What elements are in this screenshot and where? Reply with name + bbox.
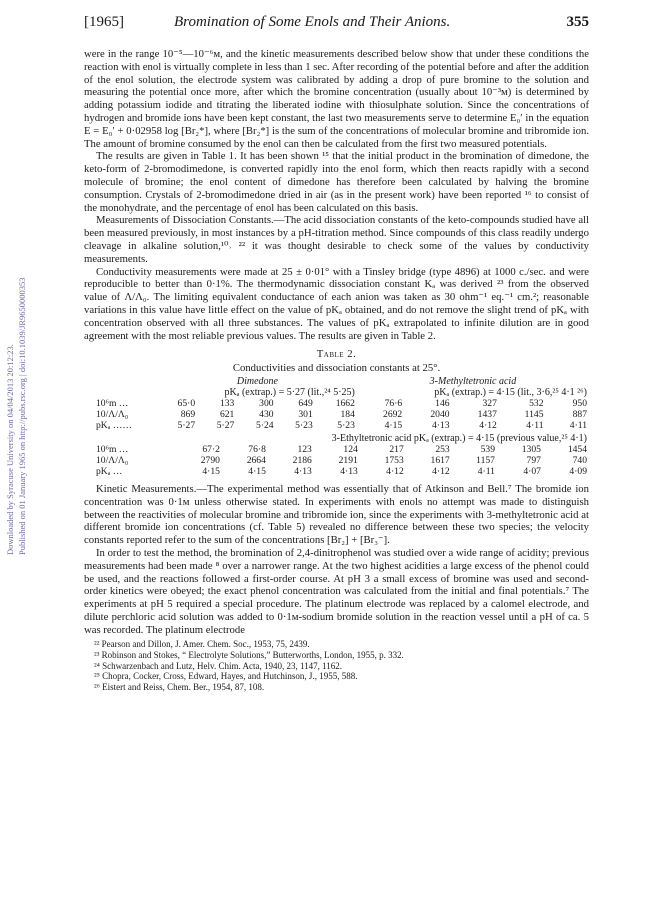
table-row	[84, 420, 589, 431]
table-row	[84, 398, 589, 409]
row-label: 10⁶m …	[96, 443, 129, 455]
table-cell: 133	[219, 397, 235, 409]
conductivity-table-lower	[84, 444, 589, 477]
table-cell: 532	[529, 397, 544, 409]
table-cell: 797	[526, 454, 541, 466]
table-cell: 184	[340, 408, 355, 420]
table-row	[84, 444, 589, 455]
table-row	[84, 455, 589, 466]
table-subtitle: Conductivities and dissociation constants at 25°.	[232, 362, 441, 375]
table-cell: 2790	[200, 454, 220, 466]
table-cell: 4·12	[479, 419, 497, 431]
table-cell: 300	[259, 397, 274, 409]
footnote: ²⁶ Eistert and Reiss, Chem. Ber., 1954, 87, 108.	[94, 681, 265, 692]
row-label: pKₐ ……	[96, 419, 132, 431]
table-header-row	[84, 387, 589, 398]
table-cell: 4·15	[202, 465, 220, 477]
table-cell: 4·11	[569, 419, 587, 431]
methyltetronic-heading: 3-Methyltetronic acid	[429, 375, 517, 387]
paragraph: Conductivity measurements were made at 25 ± 0·01° with a Tinsley bridge (type 4896) at 1000 c./sec. and were reproducible to better than 0·1%. The thermodynamic dissociation constant Kₐ was derived ²³ from the observed value of Λ/Λ₀. The limiting equivalent conductance of each anion was taken as 30 ohm⁻¹ eq.⁻¹ cm.²; reasonable variations in this value have little effect on the value of pKₐ obtained, and do not remove the slight trend of pKₐ with concentration observed with all three substances. The values of pKₐ extrapolated to infinite dilution are in good agreement with the most reliable previous values. The results are given in Table 2.	[84, 265, 589, 342]
footnote: ²⁴ Schwarzenbach and Lutz, Helv. Chim. Acta, 1940, 23, 1147, 1162.	[94, 660, 343, 671]
running-title: Bromination of Some Enols and Their Anions.	[174, 14, 451, 30]
year-label: [1965]	[84, 14, 124, 30]
row-label: 10/Λ/Λ₀	[96, 454, 129, 466]
table-cell: 327	[482, 397, 497, 409]
table-cell: 65·0	[177, 397, 196, 409]
ethyltetronic-pka: 3-Ethyltetronic acid pKₐ (extrap.) = 4·15 (previous value,²⁵ 4·1)	[331, 432, 587, 444]
table-cell: 1454	[567, 443, 587, 455]
table-cell: 5·23	[295, 419, 313, 431]
table-cell: 740	[572, 454, 587, 466]
table-cell: 1662	[335, 397, 355, 409]
paragraph: In order to test the method, the bromination of 2,4-dinitrophenol was studied over a wide range of acidity; previous measurements had been made ⁸ over a narrower range. At the two highest acidities a large excess of the phenol could be used, and the reactions followed a first-order course. At pH 3 a small excess of bromine was used and second-order kinetics were obeyed; the exact phenol concentration was calculated from the initial and final potentials.⁷ The experiments at pH 5 required a special procedure. The platinum electrode was replaced by a calomel electrode, and dilute perchloric acid solution was added to 0·1м-sodium bromide solution in the reaction vessel until a pH of ca. 5 was recorded. The platinum electrode	[84, 546, 589, 636]
row-label: 10⁶m …	[96, 397, 129, 409]
table-cell: 4·13	[431, 419, 450, 431]
table-cell: 217	[389, 443, 404, 455]
table-row	[84, 466, 589, 477]
table-cell: 4·11	[526, 419, 544, 431]
table-cell: 4·13	[294, 465, 312, 477]
table-cell: 4·12	[386, 465, 404, 477]
table-header-row	[84, 376, 589, 387]
table-cell: 4·13	[340, 465, 358, 477]
table-cell: 1145	[524, 408, 544, 420]
table-cell: 1753	[384, 454, 404, 466]
methyltetronic-pka: pKₐ (extrap.) = 4·15 (lit., 3·6,²⁵ 4·1 ²⁶)	[434, 386, 587, 398]
table-header-row	[84, 431, 589, 444]
paragraph: were in the range 10⁻⁵—10⁻⁶м, and the kinetic measurements described below show that under these conditions the reaction with enol is virtually complete in less than 1 sec. After recording of the potential before and after the addition of the enol solution, the electrode system was calibrated by adding a drop of pure bromine to the solution and measuring the potential once more, after which the bromine concentration (usually about 10⁻³м) is determined by adding potassium iodide and titrating the liberated iodine with thiosulphate solution. Since the concentrations of hydrogen and bromide ions have been kept constant, the last two measurements serve to determine E₀′ in the equation E = E₀′ + 0·02958 log [Br₂*], where [Br₂*] is the sum of the concentrations of molecular bromine and tribromide ion. The amount of bromine consumed by the enol can then be calculated from the first two measured potentials.	[84, 48, 589, 150]
table-cell: 1617	[430, 454, 450, 466]
table-cell: 869	[180, 408, 196, 420]
table-cell: 67·2	[202, 443, 220, 455]
running-header	[84, 14, 589, 34]
paragraph: The results are given in Table 1. It has been shown ¹⁵ that the initial product in the bromination of dimedone, the keto-form of 2-bromodimedone, is converted rapidly into the enol form, which then reacts rapidly with a second molecule of bromine; the enol content of dimedone has therefore been calculated by halving the bromine consumption. Crystals of 2-bromodimedone dried in air (as in the present work) have been reported ¹⁶ to consist of the monohydrate, and the percentage of enol has been calculated on this basis.	[84, 150, 589, 214]
table-cell: 887	[572, 408, 587, 420]
table-cell: 950	[572, 397, 587, 409]
table-cell: 1437	[477, 408, 497, 420]
table-cell: 4·07	[523, 465, 541, 477]
table-cell: 4·12	[432, 465, 450, 477]
dimedone-pka: pKₐ (extrap.) = 5·27 (lit.,²⁴ 5·25)	[224, 386, 355, 398]
table-row	[84, 409, 589, 420]
table-cell: 4·11	[477, 465, 495, 477]
dimedone-heading: Dimedone	[236, 375, 278, 387]
doi-note[interactable]: Published on 01 January 1965 on http://pubs.rsc.org | doi:10.1039/JR9650000353	[17, 277, 27, 555]
table-cell: 123	[297, 443, 312, 455]
table-cell: 2186	[292, 454, 312, 466]
table-cell: 76·6	[384, 397, 403, 409]
table-cell: 2040	[430, 408, 450, 420]
table-cell: 2191	[338, 454, 358, 466]
table-cell: 5·27	[177, 419, 196, 431]
table-cell: 430	[259, 408, 274, 420]
table-title: Table 2.	[316, 348, 357, 361]
table-cell: 76·8	[248, 443, 266, 455]
paragraph: Measurements of Dissociation Constants.—The acid dissociation constants of the keto-compounds studied have all been measured previously, in most instances by a pH-titration method. Since compounds of this class readily undergo cleavage in alkaline solution,¹⁰˒ ²² it was thought desirable to check some of the values by conductivity measurements.	[84, 214, 589, 265]
row-label: pKₐ …	[96, 465, 123, 477]
table-cell: 2692	[383, 408, 403, 420]
table-cell: 5·23	[337, 419, 355, 431]
footnote: ²⁵ Chopra, Cocker, Cross, Edward, Hayes, and Hutchinson, J., 1955, 588.	[94, 671, 358, 682]
footnote: ²³ Robinson and Stokes, “ Electrolyte Solutions,” Butterworths, London, 1955, p. 332.	[94, 650, 404, 661]
table-cell: 4·09	[569, 465, 587, 477]
table-cell: 1305	[521, 443, 541, 455]
table-cell: 301	[298, 408, 313, 420]
conductivity-table	[84, 376, 589, 444]
table-cell: 621	[219, 408, 235, 420]
table-cell: 539	[480, 443, 495, 455]
table-cell: 4·15	[384, 419, 403, 431]
page-number: 355	[566, 14, 589, 30]
table-cell: 253	[435, 443, 450, 455]
footnotes	[84, 639, 589, 692]
download-note: Downloaded by Syracuse University on 04/04/2013 20:12:23.	[5, 344, 15, 555]
table-cell: 124	[343, 443, 358, 455]
paragraph: Kinetic Measurements.—The experimental method was essentially that of Atkinson and Bell.⁷ The bromide ion concentration was 0·1м unless otherwise stated. In experiments with enols no attempt was made to distinguish between the reactivities of molecular bromine and tribromide ion, since the experiments with 3-methyltetronic acid at different bromide ion concentrations (cf. Table 5) revealed no difference between these two species; the velocity constants reported refer to the sum of the concentrations [Br₂] + [Br₃⁻].	[84, 482, 589, 547]
body-text	[84, 48, 589, 692]
footnote: ²² Pearson and Dillon, J. Amer. Chem. Soc., 1953, 75, 2439.	[94, 639, 310, 650]
row-label: 10/Λ/Λ₀	[96, 408, 129, 420]
table-cell: 5·24	[255, 419, 274, 431]
table-cell: 1157	[476, 454, 495, 466]
table-cell: 146	[435, 397, 450, 409]
table-cell: 4·15	[248, 465, 266, 477]
table-cell: 649	[298, 397, 313, 409]
table-cell: 2664	[246, 454, 266, 466]
table-cell: 5·27	[216, 419, 235, 431]
